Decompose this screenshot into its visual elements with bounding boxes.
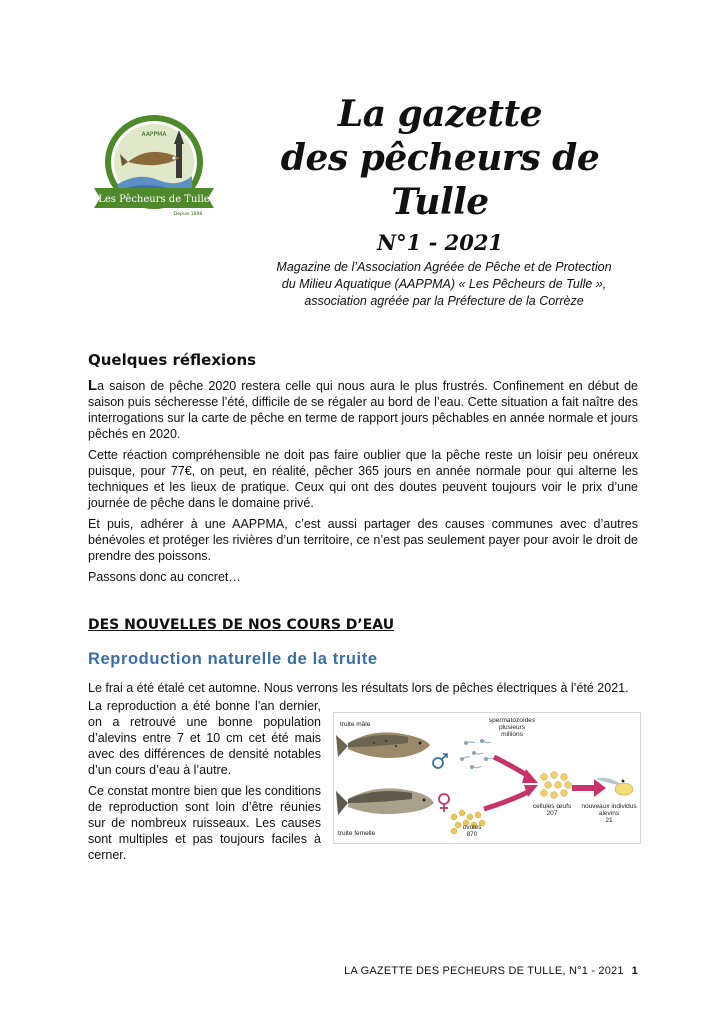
- subsection-title-trout: Reproduction naturelle de la truite: [88, 650, 378, 668]
- trout-reproduction-figure: [333, 712, 641, 844]
- label-ovules-line-2: 870: [466, 831, 478, 838]
- issue-number: N°1 - 2021: [376, 230, 504, 255]
- logo-since-text: Depuis 1898: [173, 212, 203, 217]
- label-new-individuals: [580, 803, 638, 824]
- label-eggs-line-1: cellules œufs: [532, 803, 572, 810]
- label-new-line-3: 21: [605, 817, 613, 824]
- news-paragraph-1: La reproduction a été bonne l’an dernier, on a retrouvé une bonne population d’alevins entre 7 et 10 cm cet été mais avec des différences de densité notables d’un cours d’eau à l’autre.: [88, 699, 321, 777]
- label-sperm-line-3: millions: [501, 731, 523, 738]
- label-sperm-line-2: plusieurs: [498, 724, 525, 731]
- arrow-to-fry: [572, 785, 594, 791]
- subtitle-line-2: du Milieu Aquatique (AAPPMA) « Les Pêcheurs de Tulle »,: [281, 277, 607, 291]
- label-spermatozoa: [482, 717, 542, 738]
- subtitle-line-3: association agréée par la Préfecture de la Corrèze: [304, 294, 584, 308]
- title-line-2: des pêcheurs de Tulle: [280, 137, 600, 223]
- female-symbol-icon: [439, 794, 449, 812]
- subtitle-line-1: Magazine de l’Association Agréée de Pêche et de Protection: [276, 260, 612, 274]
- footer-text: LA GAZETTE DES PECHEURS DE TULLE, N°1 - 2021: [344, 965, 624, 977]
- label-female-trout: truite femelle: [338, 830, 376, 837]
- female-trout-illustration: [336, 788, 434, 815]
- magazine-subtitle: [252, 259, 636, 310]
- reflexions-paragraph-2: Cette réaction compréhensible ne doit pas faire oublier que la pêche reste un loisir peu onéreux puisque, pour 77€, on peut, en réalité, pêcher 365 jours en année normale pour qui alterne les techniques et les lieux de pratique. Ceux qui ont des doutes peuvent toujours voir le prix d’une journée de pêche dans le domaine privé.: [88, 448, 638, 510]
- logo-arc-text: AAPPMA: [141, 131, 167, 138]
- male-trout-illustration: [336, 732, 430, 758]
- label-ovules: [452, 824, 492, 838]
- egg-cells-illustration: [541, 772, 572, 799]
- news-paragraph-2: Ce constat montre bien que les conditions de reproduction sont loin d’être réunies sur de nombreux ruisseaux. Les causes sont multiples et pas toujours faciles à cerner.: [88, 784, 321, 862]
- reflexions-paragraph-3: Et puis, adhérer à une AAPPMA, c’est aussi partager des causes communes avec d’autres bénévoles et protéger les rivières d’un territoire, ce n’est pas seulement payer pour avoir le droit de prendre des poissons.: [88, 517, 638, 563]
- label-new-line-1: nouveaux individus: [581, 803, 637, 810]
- gazette-title: [230, 92, 650, 258]
- label-egg-cells: [522, 803, 582, 817]
- title-line-1: La gazette: [337, 93, 543, 135]
- section-title-reflexions: Quelques réflexions: [88, 351, 257, 369]
- paragraph-1-text: a saison de pêche 2020 restera celle qui nous aura le plus frustrés. Confinement en début de saison puis sécheresse l’été, difficile de se régaler au bord de l’eau. Cette situation a fait naître des interrogations sur la carte de pêche en terme de rapport jours pêchables en année normale et jours pêchés en 2020.: [88, 379, 638, 441]
- arrow-head-fry: [594, 779, 606, 797]
- page-footer: [344, 965, 638, 977]
- male-symbol-icon: [433, 754, 447, 768]
- label-eggs-line-2: 207: [546, 810, 558, 817]
- drop-cap: L: [88, 377, 98, 394]
- label-male-trout: truite mâle: [340, 721, 371, 728]
- reflexions-paragraph-4: Passons donc au concret…: [88, 570, 241, 584]
- aappma-logo: [88, 114, 220, 218]
- label-sperm-line-1: spermatozoïdes: [488, 717, 536, 724]
- news-lead-paragraph: Le frai a été étalé cet automne. Nous verrons les résultats lors de pêches électriques à l’été 2021.: [88, 681, 629, 695]
- section-title-news: DES NOUVELLES DE NOS COURS D’EAU: [88, 617, 395, 633]
- logo-banner-text: Les Pêcheurs de Tulle: [98, 194, 210, 205]
- reflexions-body: [88, 378, 638, 590]
- page-number: 1: [631, 965, 638, 977]
- label-new-line-2: alevins: [598, 810, 620, 817]
- reflexions-paragraph-1: [88, 378, 638, 442]
- spermatozoa-illustration: [460, 739, 495, 768]
- news-column-text: [88, 698, 321, 868]
- label-ovules-line-1: ovules: [462, 824, 482, 831]
